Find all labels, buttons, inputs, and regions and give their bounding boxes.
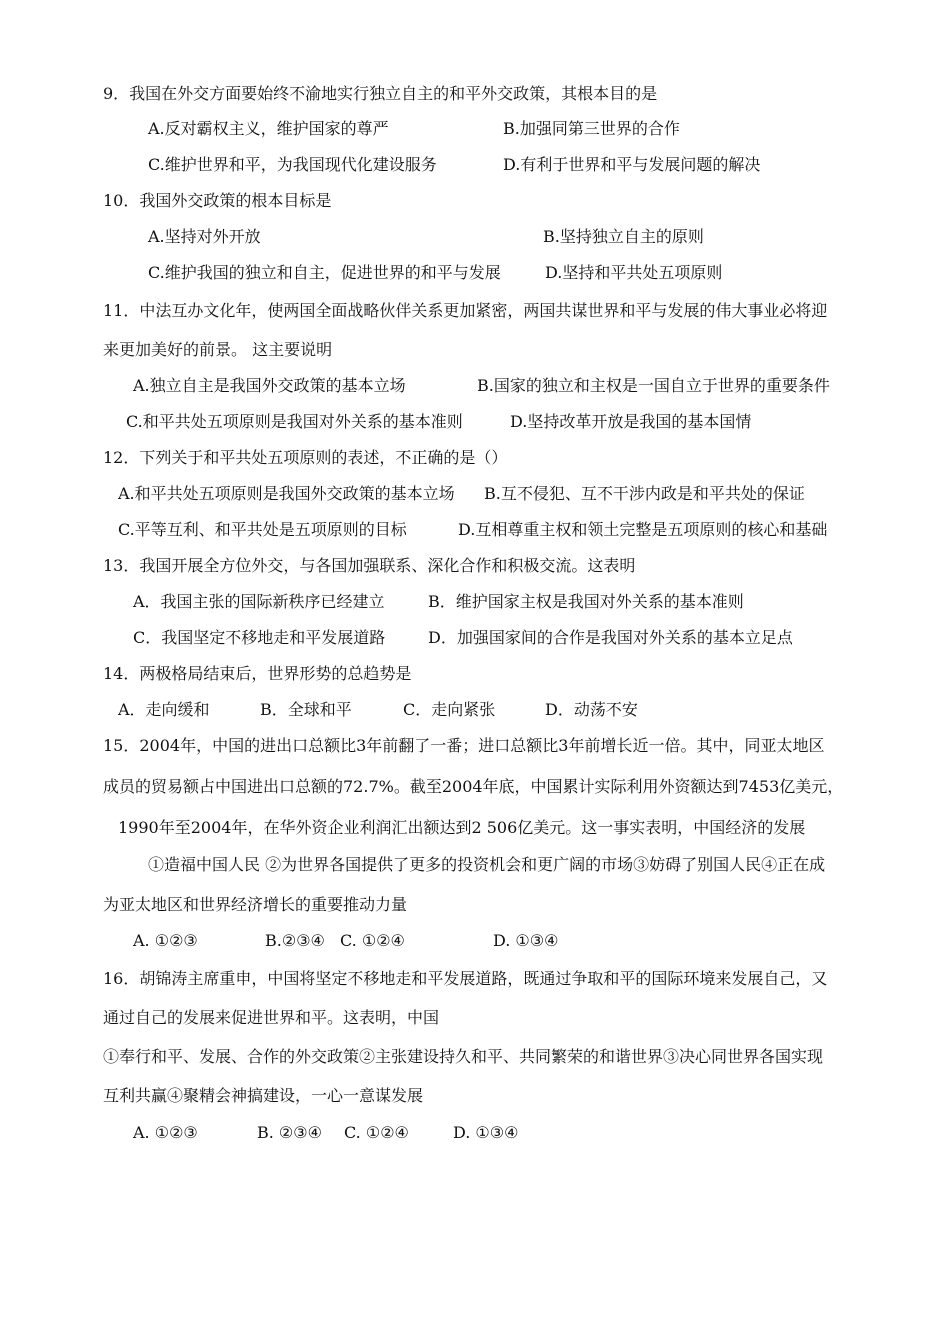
question-15-items-line-1: ①造福中国人民 ②为世界各国提供了更多的投资机会和更广阔的市场③妨碍了别国人民④正在成 <box>148 855 826 874</box>
question-15-stem-line-1: 15．2004年，中国的进出口总额比3年前翻了一番；进口总额比3年前增长近一倍。其中，同亚太地区 <box>103 736 825 755</box>
question-14-option-c: C．走向紧张 <box>403 700 496 719</box>
question-10-option-b: B.坚持独立自主的原则 <box>543 227 704 246</box>
question-16-items-line-1: ①奉行和平、发展、合作的外交政策②主张建设持久和平、共同繁荣的和谐世界③决心同世界各国实现 <box>103 1047 824 1066</box>
question-14-option-b: B．全球和平 <box>260 700 352 719</box>
question-11-option-b: B.国家的独立和主权是一国自立于世界的重要条件 <box>477 376 830 395</box>
question-12-option-b: B.互不侵犯、互不干涉内政是和平共处的保证 <box>484 484 805 503</box>
question-10-stem: 10．我国外交政策的根本目标是 <box>103 191 332 210</box>
question-15-option-c: C. ①②④ <box>340 931 405 950</box>
question-11-stem-line-2: 来更加美好的前景。 这主要说明 <box>103 340 333 359</box>
question-10-option-c: C.维护我国的独立和自主，促进世界的和平与发展 <box>148 263 501 282</box>
question-9-stem: 9．我国在外交方面要始终不渝地实行独立自主的和平外交政策，其根本目的是 <box>103 84 658 103</box>
question-14-option-d: D．动荡不安 <box>545 700 638 719</box>
question-12-option-a: A.和平共处五项原则是我国外交政策的基本立场 <box>118 484 455 503</box>
question-12-option-c: C.平等互利、和平共处是五项原则的目标 <box>118 520 407 539</box>
question-11-option-c: C.和平共处五项原则是我国对外关系的基本准则 <box>126 412 463 431</box>
question-16-stem-line-1: 16．胡锦涛主席重申，中国将坚定不移地走和平发展道路，既通过争取和平的国际环境来发展自己，又 <box>103 969 828 988</box>
question-15-stem-line-3: 1990年至2004年，在华外资企业利润汇出额达到2 506亿美元。这一事实表明，中国经济的发展 <box>118 818 806 837</box>
question-15-option-b: B.②③④ <box>265 931 325 950</box>
question-15-stem-line-2: 成员的贸易额占中国进出口总额的72.7%。截至2004年底，中国累计实际利用外资额达到7453亿美元， <box>103 777 844 796</box>
question-11-stem-line-1: 11．中法互办文化年，使两国全面战略伙伴关系更加紧密，两国共谋世界和平与发展的伟大事业必将迎 <box>103 301 828 320</box>
question-13-stem: 13．我国开展全方位外交，与各国加强联系、深化合作和积极交流。这表明 <box>103 556 636 575</box>
question-16-option-d: D. ①③④ <box>453 1123 519 1142</box>
question-15-option-d: D. ①③④ <box>493 931 559 950</box>
question-9-option-c: C.维护世界和平，为我国现代化建设服务 <box>148 155 437 174</box>
question-9-option-a: A.反对霸权主义，维护国家的尊严 <box>148 119 389 138</box>
question-12-option-d: D.互相尊重主权和领土完整是五项原则的核心和基础 <box>458 520 828 539</box>
question-11-option-d: D.坚持改革开放是我国的基本国情 <box>510 412 752 431</box>
question-10-option-a: A.坚持对外开放 <box>148 227 261 246</box>
question-16-option-c: C. ①②④ <box>344 1123 409 1142</box>
question-9-option-d: D.有利于世界和平与发展问题的解决 <box>503 155 761 174</box>
question-16-option-b: B. ②③④ <box>257 1123 322 1142</box>
question-16-stem-line-2: 通过自己的发展来促进世界和平。这表明，中国 <box>103 1008 440 1027</box>
question-13-option-d: D．加强国家间的合作是我国对外关系的基本立足点 <box>428 628 793 647</box>
question-14-stem: 14．两极格局结束后，世界形势的总趋势是 <box>103 664 412 683</box>
question-11-option-a: A.独立自主是我国外交政策的基本立场 <box>133 376 406 395</box>
question-13-option-a: A．我国主张的国际新秩序已经建立 <box>133 592 385 611</box>
question-10-option-d: D.坚持和平共处五项原则 <box>545 263 723 282</box>
question-16-option-a: A. ①②③ <box>133 1123 198 1142</box>
question-9-option-b: B.加强同第三世界的合作 <box>503 119 680 138</box>
question-13-option-b: B．维护国家主权是我国对外关系的基本准则 <box>428 592 744 611</box>
question-14-option-a: A．走向缓和 <box>118 700 210 719</box>
question-15-option-a: A. ①②③ <box>133 931 198 950</box>
question-16-items-line-2: 互利共赢④聚精会神搞建设，一心一意谋发展 <box>103 1086 424 1105</box>
question-12-stem: 12．下列关于和平共处五项原则的表述，不正确的是（） <box>103 448 508 467</box>
question-13-option-c: C．我国坚定不移地走和平发展道路 <box>133 628 386 647</box>
question-15-items-line-2: 为亚太地区和世界经济增长的重要推动力量 <box>103 895 408 914</box>
